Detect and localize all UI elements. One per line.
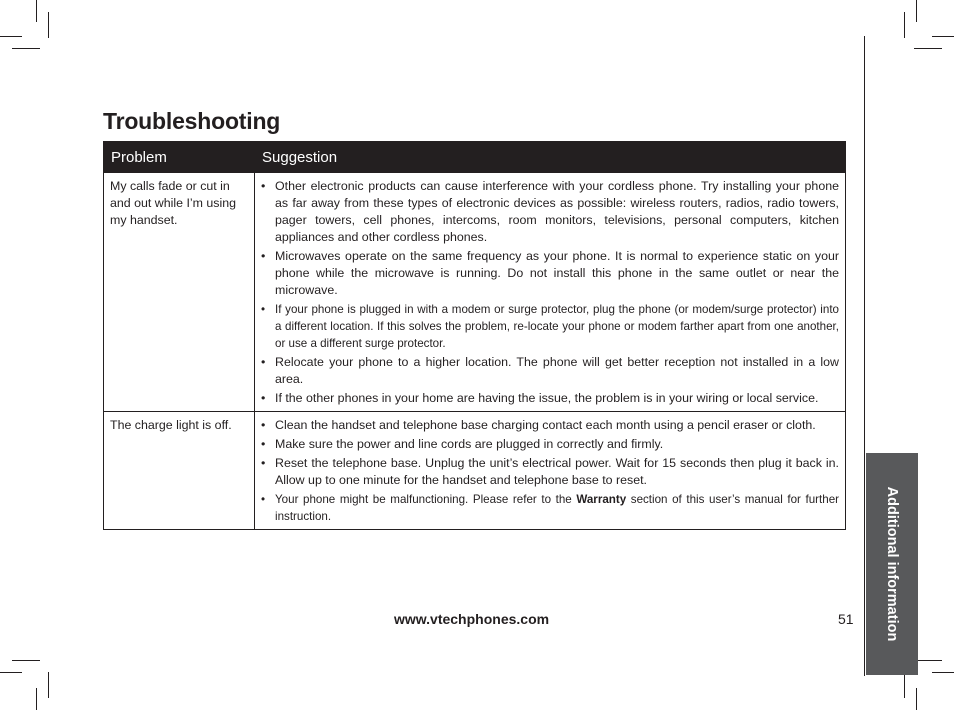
suggestion-list [261,178,839,407]
margin-rule [864,36,865,676]
table-header-row [104,142,846,173]
crop-mark [904,672,905,698]
crop-mark [932,672,954,673]
crop-mark [48,672,49,698]
crop-mark [0,672,22,673]
suggestion-item: • Clean the handset and telephone base charging contact each month using a pencil eraser or cloth. [261,417,839,434]
crop-mark [916,688,917,710]
suggestion-item: • Other electronic products can cause interference with your cordless phone. Try installing your phone as far away from these types of electronic devices as possible: wireless routers, radios, radio towers, pager towers, cell phones, intercoms, room monitors, televisions, personal computers, kitchen appliances and other cordless phones. [261,178,839,246]
suggestion-text: Your phone might be malfunctioning. Please refer to the [275,493,577,506]
suggestion-item: • Make sure the power and line cords are plugged in correctly and firmly. [261,436,839,453]
suggestion-item: • Relocate your phone to a higher location. The phone will get better reception not installed in a low area. [261,354,839,388]
suggestion-list [261,417,839,525]
crop-mark [12,660,40,661]
crop-mark [932,36,954,37]
crop-mark [904,12,905,38]
crop-mark [0,36,22,37]
crop-mark [36,0,37,22]
suggestion-item: • If your phone is plugged in with a modem or surge protector, plug the phone (or modem/surge protector) into a different location. If this solves the problem, re-locate your phone or modem farther apart from one another, or use a different surge protector. [261,301,839,352]
troubleshooting-table [103,141,846,530]
crop-mark [36,688,37,710]
suggestion-cell [255,412,846,530]
crop-mark [916,0,917,22]
suggestion-item [261,491,839,525]
problem-cell: The charge light is off. [104,412,255,530]
suggestion-item: • Reset the telephone base. Unplug the unit’s electrical power. Wait for 15 seconds then plug it back in. Allow up to one minute for the handset and telephone base to reset. [261,455,839,489]
crop-mark [12,48,40,49]
section-side-tab [866,453,918,675]
column-header-suggestion: Suggestion [255,142,846,173]
page-title: Troubleshooting [103,108,281,134]
problem-cell: My calls fade or cut in and out while I’m using my handset. [104,173,255,412]
warranty-reference: Warranty [576,493,627,506]
suggestion-cell [255,173,846,412]
crop-mark [914,48,942,49]
footer-url: www.vtechphones.com [394,611,550,627]
suggestion-item: • If the other phones in your home are having the issue, the problem is in your wiring or local service. [261,390,839,407]
table-row [104,412,846,530]
crop-mark [48,12,49,38]
suggestion-item: • Microwaves operate on the same frequency as your phone. It is normal to experience static on your phone while the microwave is running. Do not install this phone in the same outlet or near the microwave. [261,248,839,299]
side-tab-label: Additional information [884,486,900,642]
suggestion-text: section of this user’s manual for further instruction. [275,493,839,523]
table-row [104,173,846,412]
page-number: 51 [838,611,854,627]
crop-mark [914,660,942,661]
column-header-problem: Problem [104,142,255,173]
